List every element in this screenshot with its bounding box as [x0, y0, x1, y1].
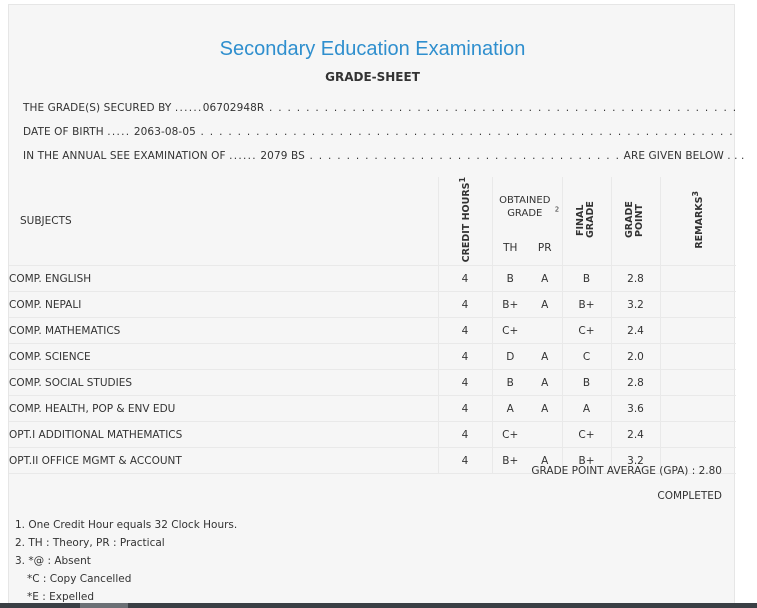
table-row	[9, 396, 736, 422]
table-row	[9, 318, 736, 344]
dob-label: DATE OF BIRTH	[23, 126, 104, 138]
obtained-grade-header: OBTAINED GRADE $^2$	[492, 177, 562, 231]
credit-cell: 4	[438, 292, 492, 318]
grade-point-cell: 3.6	[611, 396, 660, 422]
footnote-credit-hour: 1. One Credit Hour equals 32 Clock Hours.	[15, 519, 238, 531]
subject-cell: COMP. SCIENCE	[9, 344, 438, 370]
th-grade-cell: D	[492, 344, 528, 370]
pr-grade-cell	[528, 318, 562, 344]
grades-secured-label: THE GRADE(S) SECURED BY	[23, 102, 172, 114]
exam-title: Secondary Education Examination	[219, 38, 526, 60]
th-grade-cell: C+	[492, 318, 528, 344]
scrollbar-thumb[interactable]	[80, 603, 128, 608]
pr-grade-cell: A	[528, 396, 562, 422]
result-status: COMPLETED	[657, 490, 722, 502]
horizontal-scrollbar[interactable]	[0, 603, 757, 608]
credit-cell: 4	[438, 448, 492, 474]
grade-point-cell: 2.8	[611, 266, 660, 292]
remarks-cell	[660, 396, 736, 422]
given-below: ARE GIVEN BELOW . . .	[623, 150, 745, 162]
subject-cell: COMP. NEPALI	[9, 292, 438, 318]
grade-point-header: GRADE POINT	[611, 177, 660, 266]
grade-point-cell: 2.4	[611, 422, 660, 448]
credit-hours-header: CREDIT HOURS$^1$	[438, 177, 492, 266]
pr-grade-cell: A	[528, 370, 562, 396]
sheet-title: GRADE-SHEET	[325, 70, 420, 84]
remarks-cell	[660, 370, 736, 396]
exam-year: 2079 BS	[260, 150, 305, 162]
final-grade-header: FINAL GRADE	[562, 177, 611, 266]
gpa-summary: GRADE POINT AVERAGE (GPA) : 2.80	[531, 465, 722, 477]
remarks-header: REMARKS$^3$	[660, 177, 736, 266]
grades-table	[9, 177, 736, 474]
pr-header: PR	[528, 231, 562, 266]
table-row	[9, 422, 736, 448]
grade-point-cell: 2.4	[611, 318, 660, 344]
final-grade-cell: B	[562, 266, 611, 292]
credit-cell: 4	[438, 396, 492, 422]
subject-cell: COMP. MATHEMATICS	[9, 318, 438, 344]
remarks-cell	[660, 318, 736, 344]
subjects-header: SUBJECTS	[9, 177, 438, 266]
th-grade-cell: B	[492, 370, 528, 396]
subject-cell: OPT.II OFFICE MGMT & ACCOUNT	[9, 448, 438, 474]
grade-point-cell: 2.0	[611, 344, 660, 370]
final-grade-cell: B+	[562, 292, 611, 318]
final-grade-cell: C+	[562, 318, 611, 344]
pr-grade-cell: A	[528, 344, 562, 370]
remarks-cell	[660, 266, 736, 292]
credit-cell: 4	[438, 318, 492, 344]
remarks-cell	[660, 344, 736, 370]
pr-grade-cell: A	[528, 448, 562, 474]
credit-cell: 4	[438, 344, 492, 370]
table-row	[9, 344, 736, 370]
footnote-absent: 3. *@ : Absent	[15, 555, 91, 567]
credit-cell: 4	[438, 422, 492, 448]
subject-cell: OPT.I ADDITIONAL MATHEMATICS	[9, 422, 438, 448]
final-grade-cell: B+	[562, 448, 611, 474]
credit-cell: 4	[438, 370, 492, 396]
info-grades-secured: THE GRADE(S) SECURED BY ......06702948R . . . . . . . . . . . . . . . . . . . . . . . . . . . . . . . . . . . . . . . . . . . . . . . . . . .	[23, 102, 738, 114]
symbol-number: 06702948R	[202, 102, 265, 114]
th-header: TH	[492, 231, 528, 266]
pr-grade-cell	[528, 422, 562, 448]
pr-grade-cell: A	[528, 266, 562, 292]
grade-point-cell: 2.8	[611, 370, 660, 396]
footnote-expelled: *E : Expelled	[27, 591, 95, 603]
pr-grade-cell: A	[528, 292, 562, 318]
footnote-th-pr: 2. TH : Theory, PR : Practical	[15, 537, 165, 549]
final-grade-cell: A	[562, 396, 611, 422]
subject-cell: COMP. HEALTH, POP & ENV EDU	[9, 396, 438, 422]
table-row	[9, 370, 736, 396]
remarks-cell	[660, 292, 736, 318]
th-grade-cell: B+	[492, 448, 528, 474]
subject-cell: COMP. SOCIAL STUDIES	[9, 370, 438, 396]
info-dob: DATE OF BIRTH ..... 2063-08-05 . . . . . . . . . . . . . . . . . . . . . . . . . . . . . . . . . . . . . . . . . . . . . . . . . . . . . . . . . .	[23, 126, 734, 138]
final-grade-cell: B	[562, 370, 611, 396]
credit-cell: 4	[438, 266, 492, 292]
final-grade-cell: C+	[562, 422, 611, 448]
exam-label: IN THE ANNUAL SEE EXAMINATION OF	[23, 150, 226, 162]
th-grade-cell: C+	[492, 422, 528, 448]
footnote-copy-cancelled: *C : Copy Cancelled	[27, 573, 132, 585]
subject-cell: COMP. ENGLISH	[9, 266, 438, 292]
final-grade-cell: C	[562, 344, 611, 370]
table-row	[9, 292, 736, 318]
grade-point-cell: 3.2	[611, 292, 660, 318]
grade-point-cell: 3.2	[611, 448, 660, 474]
th-grade-cell: B+	[492, 292, 528, 318]
table-row	[9, 266, 736, 292]
info-exam: IN THE ANNUAL SEE EXAMINATION OF ...... 2079 BS . . . . . . . . . . . . . . . . . . . . . . . . . . . . . . . . . . ARE GIVEN BELOW . . .	[23, 150, 745, 162]
th-grade-cell: A	[492, 396, 528, 422]
grade-sheet	[8, 4, 745, 604]
remarks-cell	[660, 422, 736, 448]
th-grade-cell: B	[492, 266, 528, 292]
dob-value: 2063-08-05	[133, 126, 196, 138]
footnotes	[15, 516, 237, 606]
